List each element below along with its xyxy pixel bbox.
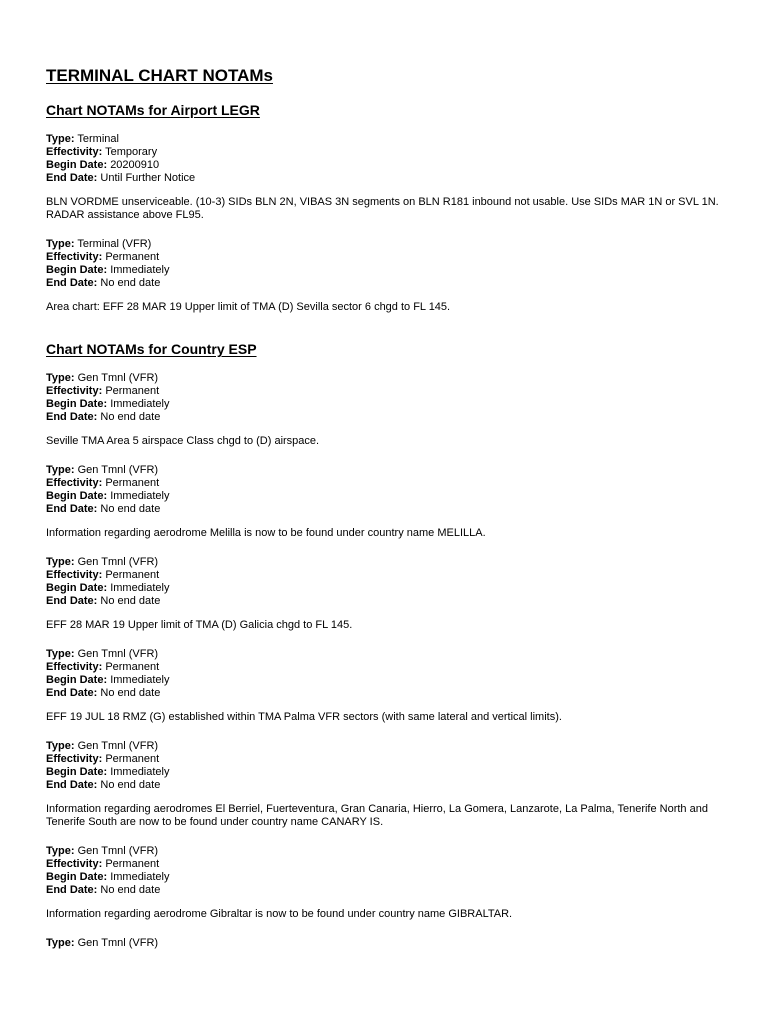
effectivity-row <box>46 146 726 159</box>
effectivity-row <box>46 753 726 766</box>
end-date-row <box>46 595 726 608</box>
effectivity-value: Permanent <box>105 661 160 673</box>
notam-text: EFF 28 MAR 19 Upper limit of TMA (D) Galicia chgd to FL 145. <box>46 619 353 631</box>
end-date-label: End Date: <box>46 172 98 184</box>
effectivity-label: Effectivity: <box>46 146 103 158</box>
type-label: Type: <box>46 372 75 384</box>
begin-date-label: Begin Date: <box>46 490 108 502</box>
begin-date-row <box>46 582 726 595</box>
type-row <box>46 372 726 385</box>
type-label: Type: <box>46 556 75 568</box>
type-value: Gen Tmnl (VFR) <box>77 648 159 660</box>
effectivity-value: Permanent <box>105 858 160 870</box>
effectivity-label: Effectivity: <box>46 753 103 765</box>
notam-entry <box>46 740 726 829</box>
end-date-label: End Date: <box>46 595 98 607</box>
end-date-value: No end date <box>100 277 161 289</box>
country-notam-list <box>46 372 726 950</box>
notam-entry <box>46 238 726 314</box>
type-row <box>46 238 726 251</box>
begin-date-value: Immediately <box>110 582 170 594</box>
begin-date-row <box>46 398 726 411</box>
effectivity-label: Effectivity: <box>46 569 103 581</box>
begin-date-label: Begin Date: <box>46 264 108 276</box>
end-date-label: End Date: <box>46 411 98 423</box>
begin-date-value: Immediately <box>110 871 170 883</box>
begin-date-row <box>46 159 726 172</box>
effectivity-value: Permanent <box>105 251 160 263</box>
effectivity-label: Effectivity: <box>46 385 103 397</box>
begin-date-label: Begin Date: <box>46 398 108 410</box>
end-date-row <box>46 503 726 516</box>
end-date-value: No end date <box>100 595 161 607</box>
end-date-row <box>46 172 726 185</box>
end-date-label: End Date: <box>46 503 98 515</box>
effectivity-row <box>46 477 726 490</box>
notam-entry <box>46 845 726 921</box>
effectivity-value: Permanent <box>105 569 160 581</box>
notam-text: Information regarding aerodrome Gibraltar is now to be found under country name GIBRALTAR. <box>46 908 513 920</box>
effectivity-value: Permanent <box>105 753 160 765</box>
airport-section-heading: Chart NOTAMs for Airport LEGR <box>46 102 260 118</box>
end-date-value: No end date <box>100 779 161 791</box>
notam-entry <box>46 133 726 222</box>
effectivity-label: Effectivity: <box>46 477 103 489</box>
end-date-value: No end date <box>100 411 161 423</box>
effectivity-row <box>46 569 726 582</box>
begin-date-label: Begin Date: <box>46 159 108 171</box>
end-date-label: End Date: <box>46 277 98 289</box>
begin-date-row <box>46 264 726 277</box>
type-row <box>46 845 726 858</box>
effectivity-value: Permanent <box>105 477 160 489</box>
type-value: Terminal <box>77 133 119 145</box>
end-date-row <box>46 687 726 700</box>
begin-date-value: Immediately <box>110 766 170 778</box>
end-date-label: End Date: <box>46 884 98 896</box>
end-date-label: End Date: <box>46 779 98 791</box>
type-row <box>46 133 726 146</box>
end-date-value: Until Further Notice <box>100 172 196 184</box>
notam-entry <box>46 464 726 540</box>
begin-date-label: Begin Date: <box>46 871 108 883</box>
type-row <box>46 648 726 661</box>
begin-date-row <box>46 871 726 884</box>
type-value: Gen Tmnl (VFR) <box>77 845 159 857</box>
effectivity-row <box>46 661 726 674</box>
end-date-row <box>46 411 726 424</box>
end-date-value: No end date <box>100 503 161 515</box>
end-date-row <box>46 277 726 290</box>
type-value: Gen Tmnl (VFR) <box>77 464 159 476</box>
notam-text: Area chart: EFF 28 MAR 19 Upper limit of TMA (D) Sevilla sector 6 chgd to FL 145. <box>46 301 451 313</box>
notam-entry <box>46 372 726 448</box>
effectivity-label: Effectivity: <box>46 858 103 870</box>
notam-text: Seville TMA Area 5 airspace Class chgd to (D) airspace. <box>46 435 320 447</box>
begin-date-row <box>46 766 726 779</box>
begin-date-row <box>46 674 726 687</box>
type-value: Gen Tmnl (VFR) <box>77 937 159 949</box>
country-section-heading: Chart NOTAMs for Country ESP <box>46 341 257 357</box>
type-label: Type: <box>46 238 75 250</box>
begin-date-label: Begin Date: <box>46 766 108 778</box>
type-row <box>46 556 726 569</box>
type-label: Type: <box>46 133 75 145</box>
notam-text: BLN VORDME unserviceable. (10-3) SIDs BLN 2N, VIBAS 3N segments on BLN R181 inbound not usable. Use SIDs MAR 1N or SVL 1N. RADAR assistance above FL95. <box>46 196 719 221</box>
begin-date-value: Immediately <box>110 398 170 410</box>
begin-date-value: 20200910 <box>110 159 160 171</box>
type-value: Gen Tmnl (VFR) <box>77 372 159 384</box>
end-date-label: End Date: <box>46 687 98 699</box>
document-title: TERMINAL CHART NOTAMs <box>46 66 273 85</box>
type-label: Type: <box>46 937 75 949</box>
notam-text: EFF 19 JUL 18 RMZ (G) established within TMA Palma VFR sectors (with same lateral and vertical limits). <box>46 711 562 723</box>
type-row <box>46 937 726 950</box>
end-date-row <box>46 779 726 792</box>
end-date-value: No end date <box>100 884 161 896</box>
notam-text: Information regarding aerodromes El Berriel, Fuerteventura, Gran Canaria, Hierro, La Gomera, Lanzarote, La Palma, Tenerife North and Tenerife South are now to be found under country name CANARY IS. <box>46 803 708 828</box>
type-row <box>46 740 726 753</box>
notam-entry <box>46 937 726 950</box>
begin-date-label: Begin Date: <box>46 582 108 594</box>
airport-notam-list <box>46 133 726 314</box>
type-row <box>46 464 726 477</box>
begin-date-value: Immediately <box>110 264 170 276</box>
type-label: Type: <box>46 464 75 476</box>
begin-date-value: Immediately <box>110 674 170 686</box>
effectivity-row <box>46 858 726 871</box>
effectivity-row <box>46 385 726 398</box>
begin-date-row <box>46 490 726 503</box>
effectivity-row <box>46 251 726 264</box>
effectivity-label: Effectivity: <box>46 661 103 673</box>
type-label: Type: <box>46 648 75 660</box>
type-label: Type: <box>46 740 75 752</box>
type-value: Gen Tmnl (VFR) <box>77 740 159 752</box>
end-date-value: No end date <box>100 687 161 699</box>
notam-text: Information regarding aerodrome Melilla is now to be found under country name MELILLA. <box>46 527 486 539</box>
effectivity-value: Temporary <box>105 146 158 158</box>
begin-date-label: Begin Date: <box>46 674 108 686</box>
notam-document <box>46 66 726 950</box>
effectivity-label: Effectivity: <box>46 251 103 263</box>
effectivity-value: Permanent <box>105 385 160 397</box>
type-value: Gen Tmnl (VFR) <box>77 556 159 568</box>
begin-date-value: Immediately <box>110 490 170 502</box>
notam-entry <box>46 648 726 724</box>
type-label: Type: <box>46 845 75 857</box>
end-date-row <box>46 884 726 897</box>
notam-entry <box>46 556 726 632</box>
type-value: Terminal (VFR) <box>77 238 152 250</box>
